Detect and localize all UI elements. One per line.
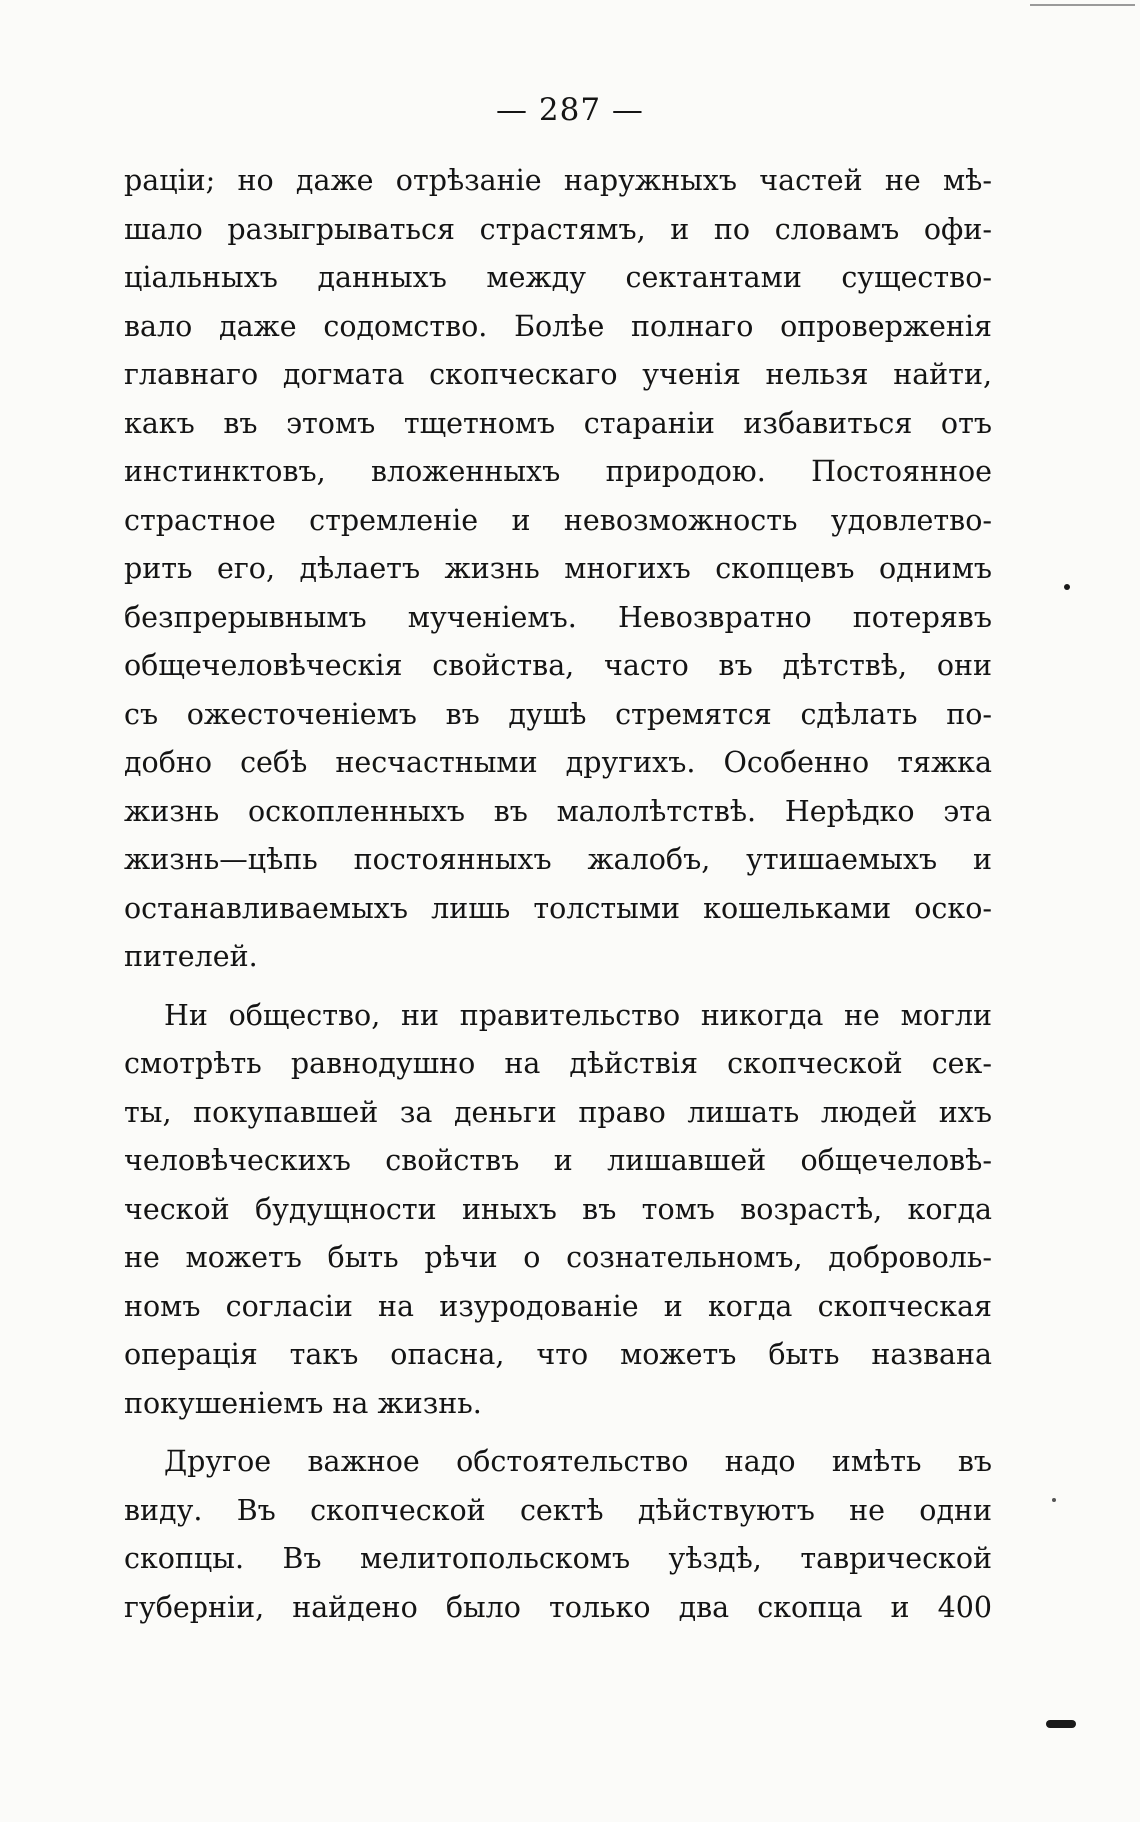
text-line: жизнь оскопленныхъ въ малолѣтствѣ. Нерѣдко эта xyxy=(124,794,992,828)
text-line: операція такъ опасна, что можетъ быть названа xyxy=(124,1338,992,1371)
text-line: шало разыгрываться страстямъ, и по словамъ офи- xyxy=(124,212,992,246)
text-line: останавливаемыхъ лишь толстыми кошельками оско- xyxy=(124,891,992,925)
text-line: общечеловѣческія свойства, часто въ дѣтствѣ, они xyxy=(124,649,992,682)
text-line: съ ожесточеніемъ въ душѣ стремятся сдѣлать по- xyxy=(124,697,992,731)
paragraph-1 xyxy=(124,157,992,982)
text-line: не можетъ быть рѣчи о сознательномъ, доброволь- xyxy=(124,1241,992,1274)
text-line: человѣческихъ свойствъ и лишавшей общечеловѣ- xyxy=(124,1144,992,1177)
text-line: губерніи, найдено было только два скопца и 400 xyxy=(124,1590,992,1624)
text-line: скопцы. Въ мелитопольскомъ уѣздѣ, таврической xyxy=(124,1542,992,1575)
scan-speck xyxy=(1052,1498,1056,1502)
paragraph-3 xyxy=(124,1438,992,1632)
text-line: Ни общество, ни правительство никогда не могли xyxy=(164,998,992,1032)
text-line: инстинктовъ, вложенныхъ природою. Постоянное xyxy=(124,455,992,488)
text-line: Другое важное обстоятельство надо имѣть въ xyxy=(164,1445,992,1478)
text-line: номъ согласіи на изуродованіе и когда скопческая xyxy=(124,1289,992,1323)
scan-smudge xyxy=(1046,1720,1076,1728)
paragraph-2 xyxy=(124,992,992,1429)
paragraph-gap xyxy=(124,1428,992,1438)
paragraph-gap xyxy=(124,982,992,992)
text-line: жизнь—цѣпь постоянныхъ жалобъ, утишаемыхъ и xyxy=(124,843,992,876)
text-line: вало даже содомство. Болѣе полнаго опроверженія xyxy=(124,309,992,343)
text-line: виду. Въ скопческой сектѣ дѣйствуютъ не одни xyxy=(124,1493,992,1527)
text-line: покушеніемъ на жизнь. xyxy=(124,1386,482,1420)
page-number: — 287 — xyxy=(496,92,644,128)
text-line: смотрѣть равнодушно на дѣйствія скопческой сек- xyxy=(124,1047,992,1080)
text-line: раціи; но даже отрѣзаніе наружныхъ частей не мѣ- xyxy=(124,164,992,197)
text-line: пителей. xyxy=(124,940,258,973)
text-line: страстное стремленіе и невозможность удовлетво- xyxy=(124,503,992,537)
text-line: добно себѣ несчастными другихъ. Особенно тяжка xyxy=(124,746,992,779)
scan-speck xyxy=(1064,584,1070,590)
text-line: безпрерывнымъ мученіемъ. Невозвратно потерявъ xyxy=(124,600,992,634)
scan-edge-line xyxy=(1030,4,1135,6)
page-text xyxy=(124,157,992,1632)
text-line: рить его, дѣлаетъ жизнь многихъ скопцевъ однимъ xyxy=(124,552,992,585)
text-line: какъ въ этомъ тщетномъ стараніи избавиться отъ xyxy=(124,406,992,440)
text-line: ты, покупавшей за деньги право лишать людей ихъ xyxy=(124,1095,992,1129)
text-line: ціальныхъ данныхъ между сектантами существо- xyxy=(124,261,992,294)
text-line: главнаго догмата скопческаго ученія нельзя найти, xyxy=(124,358,992,391)
text-line: ческой будущности иныхъ въ томъ возрастѣ, когда xyxy=(124,1192,992,1226)
